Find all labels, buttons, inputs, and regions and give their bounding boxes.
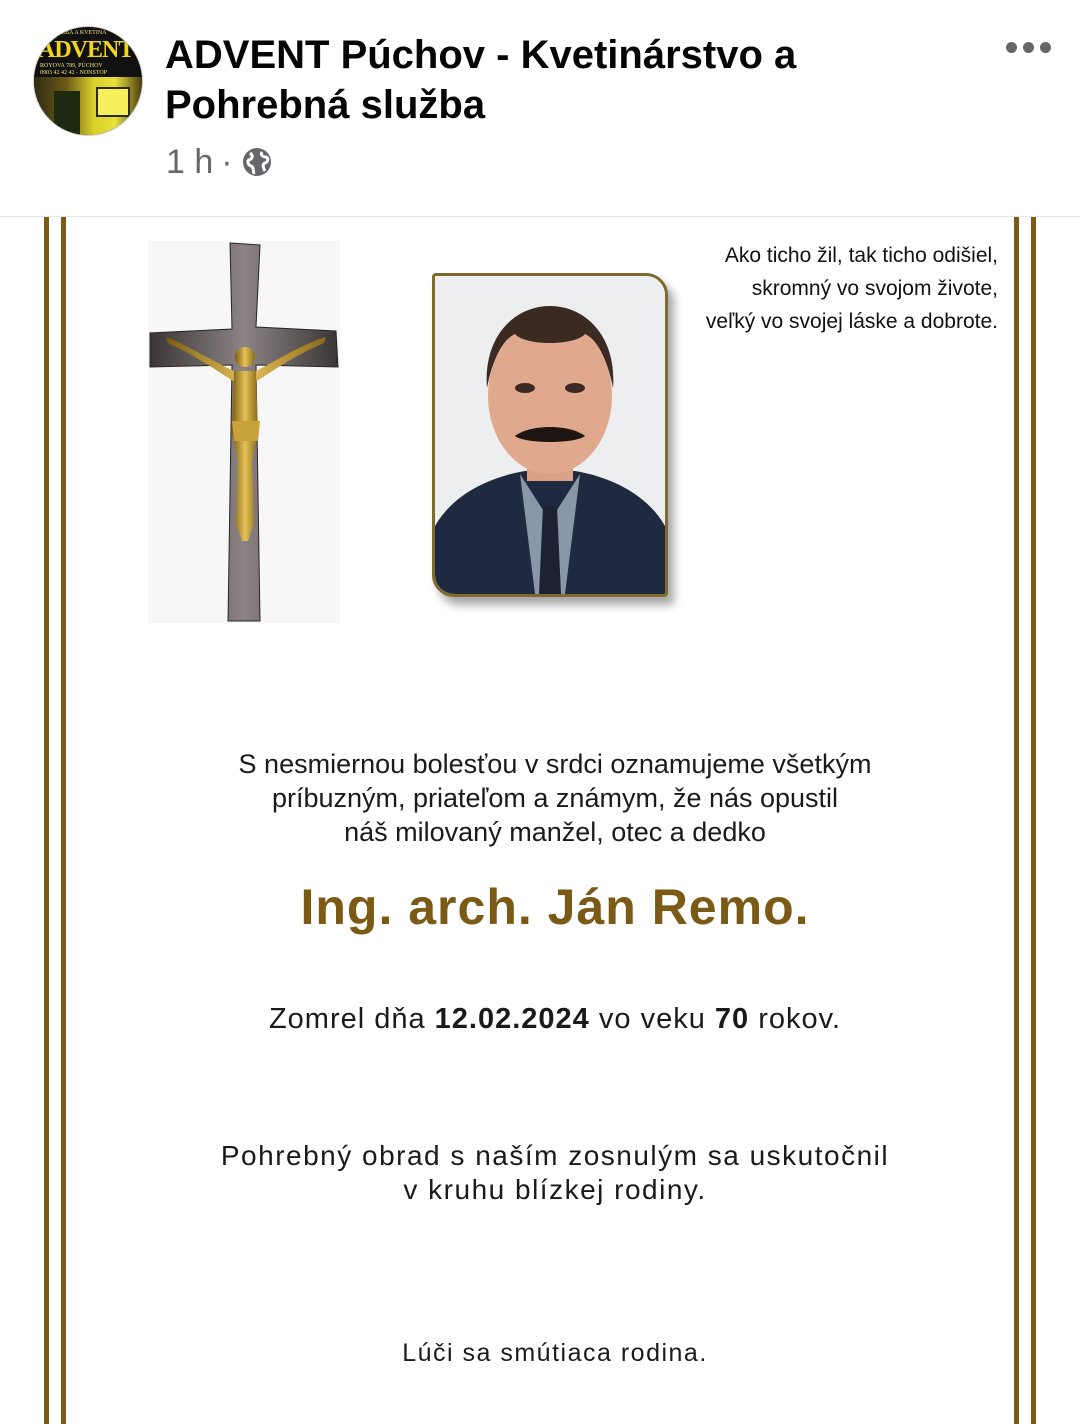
page-avatar[interactable] xyxy=(33,26,143,136)
border-line-right-outer xyxy=(1031,217,1036,1424)
obituary-card[interactable] xyxy=(0,217,1080,1424)
death-middle: vo veku xyxy=(598,1003,706,1035)
ceremony-line: Pohrebný obrad s naším zosnulým sa uskutočnil xyxy=(220,1140,890,1171)
post-timestamp[interactable]: 1 h xyxy=(166,142,214,181)
death-prefix: Zomrel dňa xyxy=(268,1003,426,1035)
more-dots-icon xyxy=(1040,42,1051,53)
avatar-logo-line: 0903 42 42 42 - NONSTOP xyxy=(40,70,108,76)
avatar-shop-window xyxy=(96,87,130,117)
border-line-left-outer xyxy=(44,217,49,1424)
death-age: 70 xyxy=(714,1003,750,1035)
more-dots-icon xyxy=(1006,42,1017,53)
avatar-logo-line: ROYOVA 789, PÚCHOV xyxy=(40,63,103,69)
avatar-logo-word: ADVENT xyxy=(38,37,134,63)
border-line-left-inner xyxy=(61,217,66,1424)
announcement-line: náš milovaný manžel, otec a dedko xyxy=(344,817,766,847)
avatar-shop-door xyxy=(54,91,80,135)
crucifix-icon xyxy=(148,241,340,623)
motto-line: skromný vo svojom živote, xyxy=(751,277,998,300)
page-name-link[interactable]: ADVENT Púchov - Kvetinárstvo a Pohrebná služba xyxy=(165,33,797,127)
more-options-button[interactable] xyxy=(1000,30,1056,64)
announcement-line: príbuzným, priateľom a známym, že nás opustil xyxy=(271,783,839,813)
motto-line: veľký vo svojej láske a dobrote. xyxy=(705,310,998,333)
crucifix-image xyxy=(148,241,340,623)
deceased-name: Ing. arch. Ján Remo. xyxy=(300,879,810,935)
announcement-line: S nesmiernou bolesťou v srdci oznamujeme všetkým xyxy=(238,749,872,779)
death-announcement xyxy=(150,747,960,849)
ceremony-line: v kruhu blízkej rodiny. xyxy=(403,1174,707,1205)
death-suffix: rokov. xyxy=(758,1003,842,1035)
more-dots-icon xyxy=(1023,42,1034,53)
motto-line: Ako ticho žil, tak ticho odišiel, xyxy=(724,244,998,267)
funeral-ceremony-note xyxy=(150,1139,960,1207)
death-date-line xyxy=(150,1003,960,1036)
memorial-motto xyxy=(620,239,998,338)
post-meta xyxy=(166,142,273,182)
avatar-logo-line: NÁ SLUŽBA A KVETINÁ xyxy=(40,30,107,36)
globe-icon[interactable] xyxy=(241,146,273,178)
border-line-right-inner xyxy=(1014,217,1019,1424)
post-header xyxy=(0,0,1080,217)
death-date: 12.02.2024 xyxy=(434,1003,590,1035)
family-farewell: Lúči sa smútiaca rodina. xyxy=(402,1339,708,1367)
meta-separator: · xyxy=(221,142,233,181)
